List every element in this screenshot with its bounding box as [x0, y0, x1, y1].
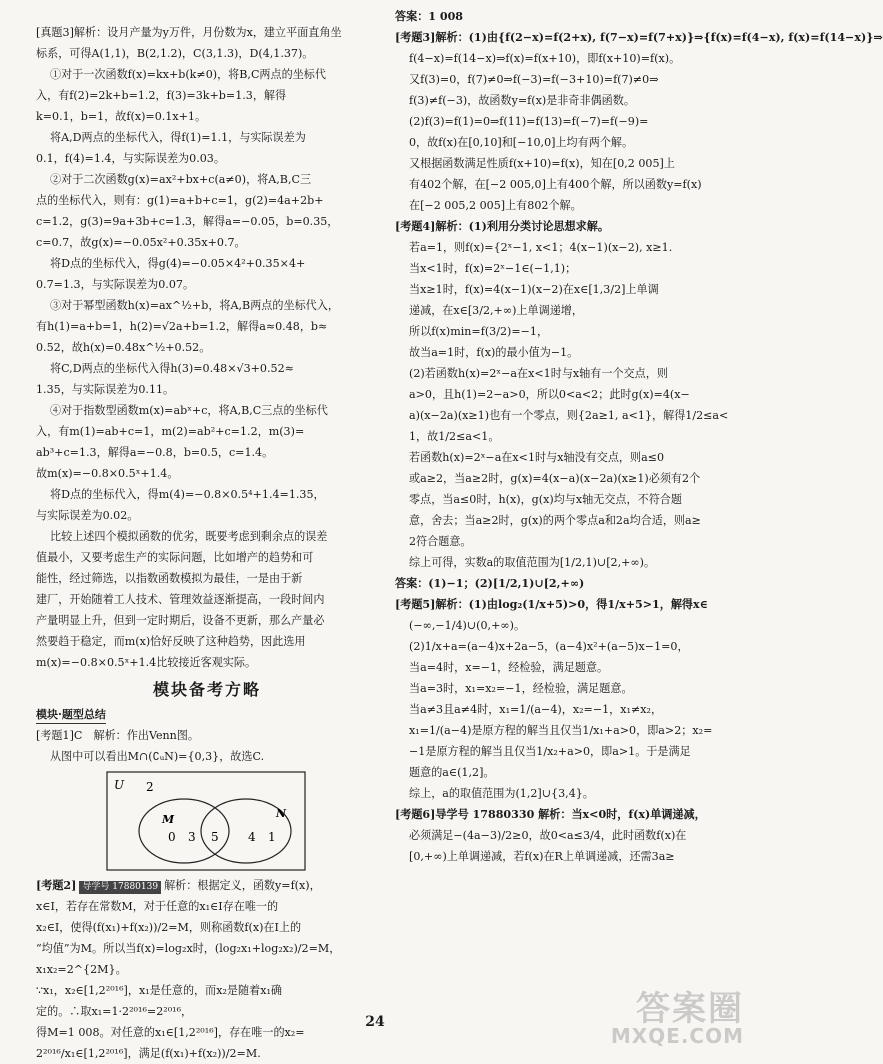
kaoti1-line2: 从图中可以看出M∩(∁ᵤN)={0,3}，故选C. — [50, 750, 265, 763]
kaoti2-line-4: x₁x₂=2^{2M}。 — [36, 963, 127, 976]
kaoti1-line1: [考题1]C 解析：作出Venn图。 — [36, 729, 199, 742]
right-line-40: [0,+∞)上单调递减，若f(x)在R上单调递减，还需3a≥ — [409, 850, 675, 863]
kaoti2-daoxue-badge: 导学号 17880139 — [79, 881, 161, 894]
kaoti2-head-line — [36, 875, 378, 896]
kaoti2-line-0: 解析：根据定义，函数y=f(x)， — [164, 879, 321, 892]
left-top-line-18: ④对于指数型函数m(x)=abˣ+c，将A,B,C三点的坐标代 — [50, 404, 328, 417]
right-line-23: 零点，当a≤0时，h(x)，g(x)均与x轴无交点，不符合题 — [409, 493, 682, 506]
right-line-37: 综上，a的取值范围为(1,2]∪{3,4}。 — [409, 787, 594, 800]
watermark-url: MXQE.COM — [610, 1024, 744, 1048]
left-top-line-23: 与实际误差为0.02。 — [36, 509, 139, 522]
left-top-line-1: 标系，可得A(1,1)，B(2,1.2)，C(3,1.3)，D(4,1.37)。 — [36, 47, 314, 60]
right-line-2: f(4−x)=f(14−x)⇒f(x)=f(x+10)，即f(x+10)=f(x)。 — [409, 52, 681, 65]
left-top-line-8: 点的坐标代入，则有：g(1)=a+b+c=1，g(2)=4a+2b+ — [36, 194, 324, 207]
venn-label-4: 4 — [248, 830, 256, 844]
right-line-32: 当a=3时，x₁=x₂=−1，经检验，满足题意。 — [409, 682, 633, 695]
right-line-19: a)(x−2a)(x≥1)也有一个零点，则{2a≥1, a<1}，解得1/2≤a< — [409, 409, 729, 422]
left-top-line-30: m(x)=−0.8×0.5ˣ+1.4比较接近客观实际。 — [36, 656, 257, 669]
right-line-3: 又f(3)=0，f(7)≠0⇒f(−3)=f(−3+10)=f(7)≠0⇒ — [409, 73, 659, 86]
kaoti2-line-7: 得M=1 008。对任意的x₁∈[1,2²⁰¹⁶]，存在唯一的x₂= — [36, 1026, 305, 1039]
left-top-line-17: 1.35，与实际误差为0.11。 — [36, 383, 175, 396]
left-top-line-22: 将D点的坐标代入，得m(4)=−0.8×0.5⁴+1.4=1.35， — [50, 488, 325, 501]
right-line-11: 若a=1，则f(x)={2ˣ−1, x<1；4(x−1)(x−2), x≥1. — [409, 241, 673, 254]
kaoti2-line-2: x₂∈I，使得(f(x₁)+f(x₂))/2=M，则称函数f(x)在I上的 — [36, 921, 302, 934]
left-top-line-5: 将A,D两点的坐标代入，得f(1)=1.1，与实际误差为 — [50, 131, 306, 144]
right-line-17: (2)若函数h(x)=2ˣ−a在x<1时与x轴有一个交点，则 — [409, 367, 668, 380]
right-line-6: 0，故f(x)在[0,10]和[−10,0]上均有两个解。 — [409, 136, 634, 149]
left-top-line-0: [真题3]解析：设月产量为y万件，月份数为x，建立平面直角坐 — [36, 26, 342, 39]
right-line-0: 答案：1 008 — [395, 10, 464, 23]
right-line-15: 所以f(x)min=f(3/2)=−1， — [409, 325, 549, 338]
kaoti2-body — [36, 896, 378, 1064]
right-line-18: a>0，且h(1)=2−a>0，所以0<a<2；此时g(x)=4(x− — [409, 388, 690, 401]
right-line-10: [考题4]解析：(1)利用分类讨论思想求解。 — [395, 220, 609, 233]
left-top-line-13: ③对于幂型函数h(x)=ax^½+b，将A,B两点的坐标代入， — [50, 299, 339, 312]
kaoti2-line-8: 2²⁰¹⁶/x₁∈[1,2²⁰¹⁶]，满足(f(x₁)+f(x₂))/2=M. — [36, 1047, 261, 1060]
right-line-9: 在[−2 005,2 005]上有802个解。 — [409, 199, 582, 212]
right-line-22: 或a≥2，当a≥2时，g(x)=4(x−a)(x−2a)(x≥1)必须有2个 — [409, 472, 701, 485]
right-line-27: 答案：(1)−1；(2)[1/2,1)∪[2,+∞) — [395, 577, 585, 590]
kaoti2-line-1: x∈I，若存在常数M，对于任意的x₁∈I存在唯一的 — [36, 900, 279, 913]
venn-label-3: 3 — [188, 830, 196, 844]
left-top-line-12: 0.7=1.3，与实际误差为0.07。 — [36, 278, 195, 291]
right-line-33: 当a≠3且a≠4时，x₁=1/(a−4)，x₂=−1，x₁≠x₂， — [409, 703, 663, 716]
right-line-14: 递减，在x∈[3/2,+∞)上单调递增， — [409, 304, 583, 317]
left-top-line-4: k=0.1，b=1，故f(x)=0.1x+1。 — [36, 110, 207, 123]
right-line-5: (2)f(3)=f(1)=0⇒f(11)=f(13)=f(−7)=f(−9)= — [409, 115, 649, 128]
venn-label-2: 2 — [146, 780, 154, 794]
left-top-line-16: 将C,D两点的坐标代入得h(3)=0.48×√3+0.52≈ — [50, 362, 294, 375]
kaoti2-line-3: “均值”为M。所以当f(x)=log₂x时，(log₂x₁+log₂x₂)/2=M， — [36, 942, 341, 955]
left-top-line-28: 产量明显上升，但到一定时期后，设备不更新，那么产量必 — [36, 614, 325, 627]
left-top-line-9: c=1.2，g(3)=9a+3b+c=1.3，解得a=−0.05，b=0.35， — [36, 215, 339, 228]
left-top-line-14: 有h(1)=a+b=1，h(2)=√2a+b=1.2，解得a≈0.48，b≈ — [36, 320, 328, 333]
venn-label-0: 0 — [168, 830, 176, 844]
page-number: 24 — [365, 1014, 385, 1030]
right-line-12: 当x<1时，f(x)=2ˣ−1∈(−1,1)； — [409, 262, 577, 275]
kaoti2-line-6: 定的。∴取x₁=1·2²⁰¹⁶=2²⁰¹⁶， — [36, 1005, 193, 1018]
right-line-21: 若函数h(x)=2ˣ−a在x<1时与x轴没有交点，则a≤0 — [409, 451, 665, 464]
right-line-20: 1，故1/2≤a<1。 — [409, 430, 500, 443]
left-top-line-3: 入，有f(2)=2k+b=1.2，f(3)=3k+b=1.3，解得 — [36, 89, 287, 102]
venn-diagram — [106, 771, 306, 871]
left-top-line-21: 故m(x)=−0.8×0.5ˣ+1.4。 — [36, 467, 179, 480]
right-line-36: 题意的a∈(1,2]。 — [409, 766, 495, 779]
venn-label-m: M — [162, 813, 175, 826]
left-top-line-20: ab³+c=1.3，解得a=−0.8，b=0.5，c=1.4。 — [36, 446, 274, 459]
left-top-line-10: c=0.7，故g(x)=−0.05x²+0.35x+0.7。 — [36, 236, 246, 249]
section-title: 模块备考方略 — [152, 680, 261, 699]
right-line-29: (−∞,−1/4)∪(0,+∞)。 — [409, 619, 526, 632]
right-line-26: 综上可得，实数a的取值范围为[1/2,1)∪[2,+∞)。 — [409, 556, 656, 569]
right-line-34: x₁=1/(a−4)是原方程的解当且仅当1/x₁+a>0，即a>2；x₂= — [409, 724, 713, 737]
left-top-line-19: 入，有m(1)=ab+c=1，m(2)=ab²+c=1.2，m(3)= — [36, 425, 305, 438]
right-line-13: 当x≥1时，f(x)=4(x−1)(x−2)在x∈[1,3/2]上单调 — [409, 283, 659, 296]
left-top-line-2: ①对于一次函数f(x)=kx+b(k≠0)，将B,C两点的坐标代 — [50, 68, 326, 81]
venn-label-1: 1 — [268, 830, 276, 844]
watermark-logo — [610, 989, 744, 1048]
left-top-line-6: 0.1，f(4)=1.4，与实际误差为0.03。 — [36, 152, 225, 165]
left-top-line-7: ②对于二次函数g(x)=ax²+bx+c(a≠0)，将A,B,C三 — [50, 173, 312, 186]
right-line-28: [考题5]解析：(1)由log₂(1/x+5)>0，得1/x+5>1，解得x∈ — [395, 598, 708, 611]
venn-label-n: N — [276, 807, 287, 820]
right-line-35: −1是原方程的解当且仅当1/x₂+a>0，即a>1。于是满足 — [409, 745, 691, 758]
right-column — [395, 6, 883, 867]
left-top-line-24: 比较上述四个模拟函数的优劣，既要考虑到剩余点的误差 — [50, 530, 328, 543]
right-line-8: 有402个解，在[−2 005,0]上有400个解，所以函数y=f(x) — [409, 178, 702, 191]
left-column — [36, 22, 378, 1064]
venn-label-u: U — [114, 778, 125, 792]
left-top-line-15: 0.52，故h(x)=0.48x^½+0.52。 — [36, 341, 211, 354]
subsection-title: 模块·题型总结 — [36, 707, 106, 724]
left-top-line-26: 能性，经过筛选，以指数函数模拟为最佳，一是由于新 — [36, 572, 303, 585]
venn-label-5: 5 — [211, 830, 219, 844]
watermark-big: 答案圈 — [636, 989, 744, 1029]
right-line-16: 故当a=1时，f(x)的最小值为−1。 — [409, 346, 579, 359]
right-line-30: (2)1/x+a=(a−4)x+2a−5，(a−4)x²+(a−5)x−1=0， — [409, 640, 689, 653]
left-top-line-11: 将D点的坐标代入，得g(4)=−0.05×4²+0.35×4+ — [50, 257, 306, 270]
right-line-7: 又根据函数满足性质f(x+10)=f(x)，知在[0,2 005]上 — [409, 157, 675, 170]
right-line-25: 2符合题意。 — [409, 535, 472, 548]
problem-3-solution — [36, 22, 378, 673]
kaoti2-tag: [考题2] — [36, 879, 77, 892]
kaoti2-line-5: ∵x₁，x₂∈[1,2²⁰¹⁶]，x₁是任意的，而x₂是随着x₁确 — [36, 984, 283, 997]
right-line-4: f(3)≠f(−3)，故函数y=f(x)是非奇非偶函数。 — [409, 94, 635, 107]
left-top-line-27: 建厂，开始随着工人技术、管理效益逐渐提高，一段时间内 — [36, 593, 325, 606]
right-line-24: 意，舍去；当a≥2时，g(x)的两个零点a和2a均合适，则a≥ — [409, 514, 701, 527]
left-top-line-25: 值最小，又要考虑生产的实际问题，比如增产的趋势和可 — [36, 551, 314, 564]
right-line-31: 当a=4时，x=−1，经检验，满足题意。 — [409, 661, 609, 674]
right-line-1: [考题3]解析：(1)由{f(2−x)=f(2+x), f(7−x)=f(7+x)}⇒{f(x)=f(4−x), f(x)=f(14−x)}⇒ — [395, 31, 883, 44]
left-top-line-29: 然要趋于稳定，而m(x)恰好反映了这种趋势，因此选用 — [36, 635, 306, 648]
right-line-38: [考题6]导学号 17880330 解析：当x<0时，f(x)单调递减， — [395, 808, 706, 821]
right-line-39: 必须满足−(4a−3)/2≥0，故0<a≤3/4，此时函数f(x)在 — [409, 829, 687, 842]
right-column-lines — [395, 6, 883, 867]
